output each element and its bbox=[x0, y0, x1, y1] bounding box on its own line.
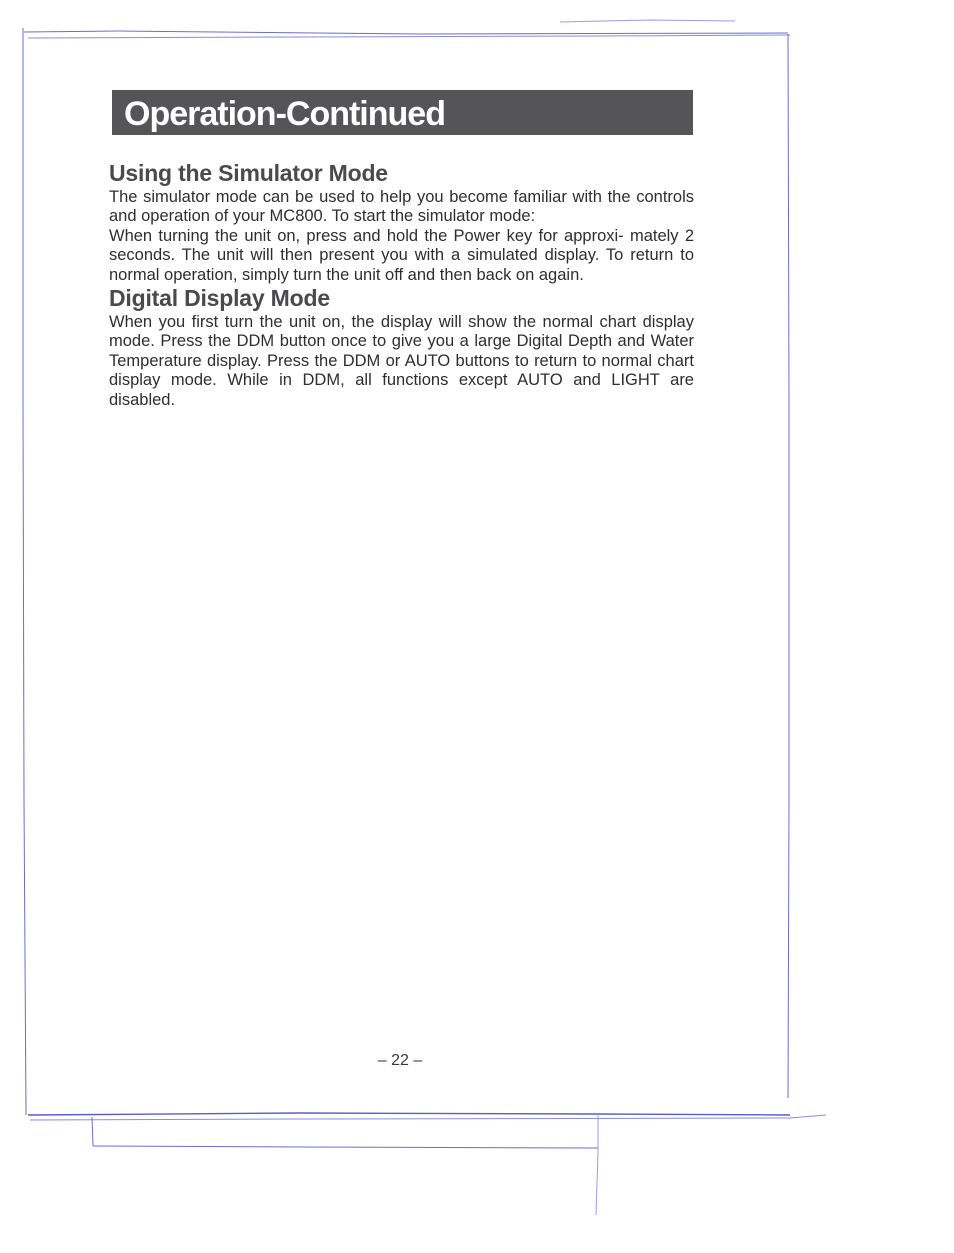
simulator-intro-paragraph: The simulator mode can be used to help you become familiar with the controls and operation of your MC800. To start the simulator mode: bbox=[109, 187, 694, 226]
section-title-bar bbox=[112, 90, 693, 135]
simulator-instructions-paragraph: When turning the unit on, press and hold the Power key for approxi- mately 2 seconds. The unit will then present you with a simulated display. To return to normal operation, simply turn the unit off and then back on again. bbox=[109, 226, 694, 284]
heading-digital-display-mode: Digital Display Mode bbox=[109, 285, 330, 312]
page-content bbox=[109, 160, 694, 410]
page-number: – 22 – bbox=[377, 1052, 423, 1069]
digital-display-paragraph: When you first turn the unit on, the display will show the normal chart display mode. Press the DDM button once to give you a large Digital Depth and Water Temperature display. Press the DDM or AUTO buttons to return to normal chart display mode. While in DDM, all functions except AUTO and LIGHT are disabled. bbox=[109, 312, 694, 409]
heading-simulator-mode: Using the Simulator Mode bbox=[109, 160, 388, 186]
page-title: Operation-Continued bbox=[124, 94, 445, 133]
